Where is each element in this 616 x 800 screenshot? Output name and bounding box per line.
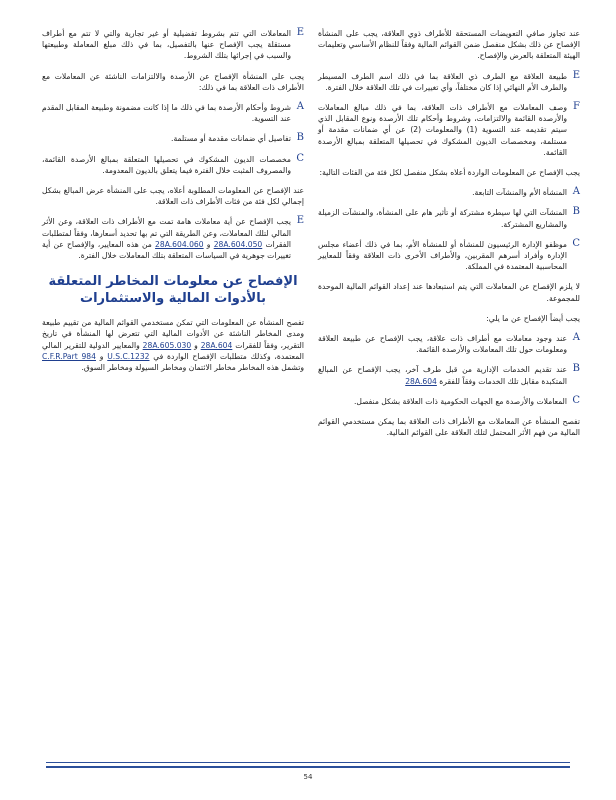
item-text: المعاملات التي تتم بشروط تفضيلية أو غير تجارية والتي لا تتم مع أطراف مستقلة يجب الإفصاح عنها بالتفصيل، بما في ذلك مبلغ المعاملة وطبيعتها والسبب في إجرائها بتلك الشروط.	[42, 29, 291, 61]
section-title: الإفصاح عن معلومات المخاطر المتعلقة بالأدوات المالية والاستثمارات	[48, 274, 298, 307]
list-item-b2	[318, 364, 580, 386]
risk-text-tail: وتشمل هذه المخاطر مخاطر الائتمان ومخاطر السيولة ومخاطر السوق.	[81, 363, 304, 373]
reference-link[interactable]: 28A.604	[200, 340, 233, 350]
separator: و	[191, 340, 198, 350]
categories-paragraph: يجب الإفصاح عن المعلومات الواردة أعلاه بشكل منفصل لكل فئة من الفئات التالية:	[319, 168, 580, 178]
risk-text: تفصح المنشأة عن المعلومات التي تمكن مستخدمي القوائم المالية من تقييم طبيعة ومدى المخاطر الناشئة عن الأدوات المالية التي تتعرض لها المنشأة في تاريخ التقرير، وفقاً للفقرات	[42, 318, 304, 350]
item-text: مخصصات الديون المشكوك في تحصيلها المتعلقة بمبالغ الأرصدة القائمة، والمصروف المثبت خلال الفترة فيما يتعلق بالديون المعدومة.	[42, 154, 291, 175]
item-text: شروط وأحكام الأرصدة بما في ذلك ما إذا كانت مضمونة وطبيعة المقابل المقدم عند التسوية.	[42, 103, 291, 124]
item-letter: B	[572, 363, 580, 375]
aggregate-paragraph: عند الإفصاح عن المعلومات المطلوبة أعلاه، يجب على المنشأة عرض المبالغ بشكل إجمالي لكل فئة من فئات الأطراف ذات العلاقة.	[42, 186, 304, 207]
list-item-a	[42, 102, 304, 124]
item-text: طبيعة العلاقة مع الطرف ذي العلاقة بما في ذلك اسم الطرف المسيطر والطرف الأم النهائي إذا كان مختلفاً، وأي تغييرات في تلك العلاقة خلال الفترة.	[318, 71, 567, 92]
item-letter: E	[296, 215, 304, 227]
item-letter: C	[572, 394, 580, 406]
risk-text-mid: والمعايير الدولية للتقرير المالي المعتمدة، وكذلك متطلبات الإفصاح الواردة في	[42, 340, 304, 361]
reference-link[interactable]: U.S.C.1232	[107, 351, 150, 361]
exclusion-paragraph: لا يلزم الإفصاح عن المعاملات التي يتم استبعادها عند إعداد القوائم المالية الموحدة للمجموعة.	[318, 282, 580, 303]
list-item-e	[42, 28, 304, 62]
separator: و	[203, 239, 211, 249]
item-letter: F	[573, 101, 580, 113]
item-tail: من هذه المعايير، والإفصاح عن أية تغييرات جوهرية في السياسات المتعلقة بتلك المعاملات خلال الفترة.	[42, 239, 291, 261]
page-number: 54	[303, 773, 313, 781]
list-item-c	[318, 239, 580, 273]
list-item-c2	[318, 396, 580, 407]
item-text: عند وجود معاملات مع أطراف ذات علاقة، يجب الإفصاح عن طبيعة العلاقة ومعلومات حول تلك المعاملات والأرصدة القائمة.	[318, 334, 567, 355]
footer-divider-thick	[46, 766, 570, 768]
reference-link[interactable]: 28A.605.030	[142, 340, 192, 350]
item-letter: E	[296, 27, 304, 38]
item-letter: A	[296, 101, 304, 113]
reference-link[interactable]: 28A.604.060	[155, 239, 204, 249]
item-text: المنشأة الأم والمنشآت التابعة.	[472, 188, 567, 198]
list-item-f	[318, 102, 580, 158]
list-item-e2	[42, 216, 304, 261]
risk-paragraph	[42, 317, 304, 373]
item-letter: A	[572, 332, 580, 344]
item-letter: C	[572, 237, 580, 249]
closing-paragraph: تفصح المنشأة عن المعاملات مع الأطراف ذات العلاقة بما يمكن مستخدمي القوائم المالية من فهم الأثر المحتمل لتلك العلاقة على القوائم المالية.	[318, 417, 580, 438]
separator: و	[95, 351, 104, 361]
balances-paragraph: يجب على المنشأة الإفصاح عن الأرصدة والالتزامات الناشئة عن المعاملات مع الأطراف ذات العلاقة بما في ذلك:	[42, 71, 304, 92]
item-letter: B	[296, 132, 304, 144]
reference-link[interactable]: 28A.604	[405, 376, 437, 386]
item-text: تفاصيل أي ضمانات مقدمة أو مستلمة.	[171, 134, 291, 144]
left-column	[42, 28, 304, 382]
item-text: المنشآت التي لها سيطرة مشتركة أو تأثير هام على المنشأة، والمنشآت الزميلة والمشاريع المشتركة.	[318, 208, 567, 229]
item-letter: C	[296, 152, 304, 164]
item-text: وصف المعاملات مع الأطراف ذات العلاقة، بما في ذلك مبالغ المعاملات والأرصدة القائمة والالتزامات، وشروط وأحكام تلك الأرصدة ونوع المقابل الذي سيتم تقديمه عند التسوية (1) والمعلومات (2) عن أي ضمانات مقدمة أو مستلمة، ومخصصات الديون المشكوك في تحصيلها المتعلقة بمبالغ الأرصدة القائمة.	[318, 103, 567, 157]
right-column	[318, 28, 580, 447]
item-letter: A	[572, 186, 580, 198]
item-text: يجب الإفصاح عن أية معاملات هامة تمت مع الأطراف ذات العلاقة، وعن الأثر المالي لتلك المعاملات، وعن الطريقة التي تم بها تحديد أسعارها، وفقاً لمتطلبات الفقرات	[42, 217, 292, 249]
list-item-e	[318, 71, 580, 93]
list-item-a	[318, 187, 580, 198]
intro-paragraph: عند تجاوز صافي التعويضات المستحقة للأطراف ذوي العلاقة، يجب على المنشأة الإفصاح عن ذلك بشكل منفصل ضمن القوائم المالية وفقاً للنظام الأساسي وتعليمات الهيئة المتعلقة بالعرض والإفصاح.	[318, 29, 580, 61]
item-text: موظفو الإدارة الرئيسيون للمنشأة أو للمنشأة الأم، بما في ذلك أعضاء مجلس الإدارة وأفراد أسرهم المقربين، والأطراف الأخرى ذات العلاقة وفقاً للمعايير المحاسبية المعتمدة في المملكة.	[318, 239, 567, 272]
list-item-c	[42, 154, 304, 176]
reference-link[interactable]: C.F.R.Part 984	[42, 351, 96, 361]
list-item-a2	[318, 333, 580, 355]
additional-disclosure-paragraph: يجب أيضاً الإفصاح عن ما يلي:	[486, 313, 580, 323]
item-text: عند تقديم الخدمات الإدارية من قبل طرف آخر، يجب الإفصاح عن المبالغ المتكبدة مقابل تلك الخدمات وفقاً للفقرة	[318, 365, 567, 386]
item-text: المعاملات والأرصدة مع الجهات الحكومية ذات العلاقة بشكل منفصل.	[353, 396, 567, 406]
reference-link[interactable]: 28A.604.050	[213, 239, 263, 249]
item-letter: E	[572, 69, 580, 81]
item-letter: B	[572, 206, 580, 218]
footer-divider	[46, 762, 570, 763]
list-item-b	[318, 207, 580, 229]
list-item-b	[42, 133, 304, 144]
